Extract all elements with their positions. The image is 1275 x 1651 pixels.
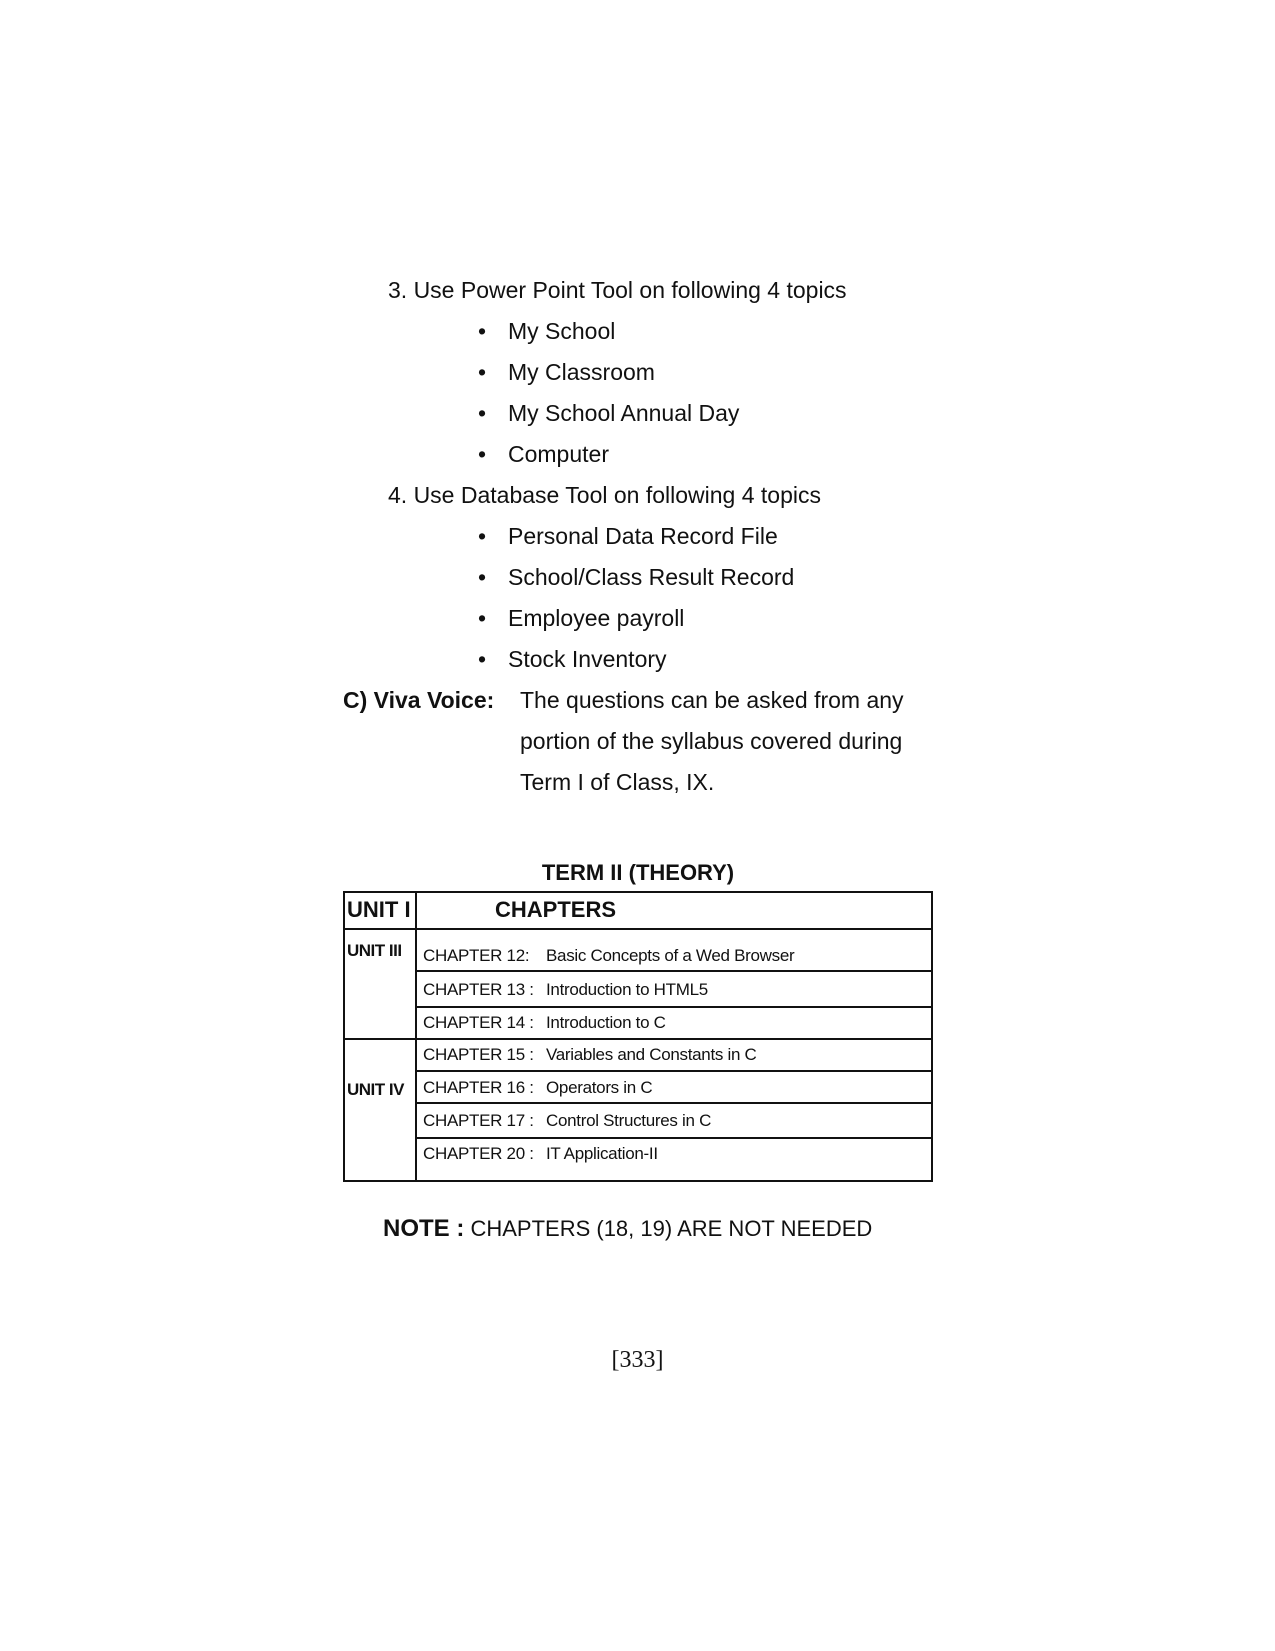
chapter-title: Operators in C — [546, 1078, 653, 1097]
chapter-number: CHAPTER 20 : — [423, 1144, 534, 1163]
chapter-title: Control Structures in C — [546, 1111, 712, 1130]
list-item-text: School/Class Result Record — [508, 564, 795, 590]
viva-voice-line: portion of the syllabus covered during — [520, 728, 903, 754]
list-item-text: Computer — [508, 441, 609, 467]
table-rule — [417, 1070, 931, 1072]
table-rule — [417, 1137, 931, 1139]
table-rule — [345, 928, 931, 930]
bullet-icon: • — [478, 359, 487, 385]
chapter-number: CHAPTER 17 : — [423, 1111, 534, 1130]
unit-label: UNIT IV — [347, 1080, 404, 1099]
list-item-text: My Classroom — [508, 359, 655, 385]
chapter-title: Variables and Constants in C — [546, 1045, 757, 1064]
chapter-title: Introduction to HTML5 — [546, 980, 708, 999]
section-3-heading: 3. Use Power Point Tool on following 4 topics — [388, 277, 847, 303]
table-rule — [345, 1038, 931, 1040]
table-header-unit: UNIT I — [347, 897, 411, 922]
list-item-text: Personal Data Record File — [508, 523, 778, 549]
section-4-heading: 4. Use Database Tool on following 4 topics — [388, 482, 822, 508]
chapters-table — [343, 891, 933, 1182]
chapter-title: IT Application-II — [546, 1144, 658, 1163]
chapter-number: CHAPTER 12: — [423, 946, 530, 965]
list-item-text: My School — [508, 318, 616, 344]
note — [383, 1215, 872, 1243]
term-title: TERM II (THEORY) — [541, 860, 735, 885]
bullet-icon: • — [478, 605, 487, 631]
note-text: CHAPTERS (18, 19) ARE NOT NEEDED — [470, 1216, 873, 1241]
bullet-icon: • — [478, 523, 487, 549]
bullet-icon: • — [478, 646, 487, 672]
chapter-title: Basic Concepts of a Wed Browser — [546, 946, 795, 965]
bullet-icon: • — [478, 318, 487, 344]
chapter-number: CHAPTER 15 : — [423, 1045, 534, 1064]
chapter-number: CHAPTER 13 : — [423, 980, 534, 999]
bullet-icon: • — [478, 441, 487, 467]
table-header-chapters: CHAPTERS — [495, 897, 617, 922]
viva-voice-line: The questions can be asked from any — [520, 687, 904, 713]
unit-label: UNIT III — [347, 941, 402, 960]
table-rule — [417, 1006, 931, 1008]
viva-voice-line: Term I of Class, IX. — [520, 769, 715, 795]
table-rule — [417, 1102, 931, 1104]
note-label: NOTE : — [383, 1215, 465, 1242]
list-item-text: Stock Inventory — [508, 646, 667, 672]
list-item-text: My School Annual Day — [508, 400, 740, 426]
table-rule — [417, 970, 931, 972]
list-item-text: Employee payroll — [508, 605, 685, 631]
chapter-number: CHAPTER 14 : — [423, 1013, 534, 1032]
bullet-icon: • — [478, 400, 487, 426]
chapter-number: CHAPTER 16 : — [423, 1078, 534, 1097]
bullet-icon: • — [478, 564, 487, 590]
viva-voice-label: C) Viva Voice: — [343, 687, 495, 713]
chapter-title: Introduction to C — [546, 1013, 666, 1032]
page-number: [333] — [611, 1347, 664, 1373]
